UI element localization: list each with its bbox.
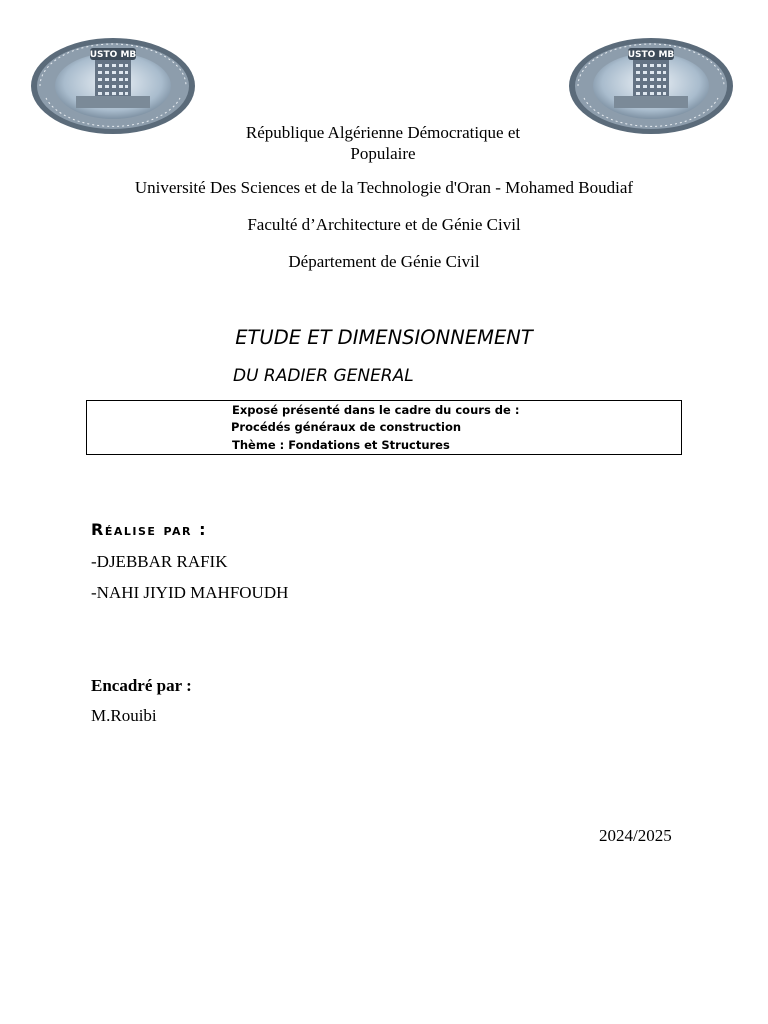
document-title-line-2: DU RADIER GENERAL: [233, 366, 414, 386]
department-name: Département de Génie Civil: [288, 252, 480, 271]
university-name: Université Des Sciences et de la Technologie d'Oran - Mohamed Boudiaf: [134, 178, 634, 197]
expose-info-box: [86, 400, 682, 455]
expose-course-name: Procédés généraux de construction: [231, 420, 462, 434]
author-name: -DJEBBAR RAFIK: [91, 552, 228, 571]
svg-text:USTO MB: USTO MB: [627, 50, 675, 60]
authors-label: Réalise par :: [91, 520, 207, 539]
supervisor-label: Encadré par :: [91, 676, 192, 695]
academic-year: 2024/2025: [599, 826, 672, 845]
expose-theme: Thème : Fondations et Structures: [232, 438, 450, 452]
faculty-name: Faculté d’Architecture et de Génie Civil: [247, 215, 521, 234]
author-name: -NAHI JIYID MAHFOUDH: [91, 583, 289, 602]
svg-text:USTO MB: USTO MB: [89, 50, 137, 60]
republic-heading: [200, 122, 566, 164]
supervisor-name: M.Rouibi: [91, 706, 157, 725]
university-logo-left: [28, 36, 198, 136]
republic-line-1: République Algérienne Démocratique et: [245, 123, 521, 142]
republic-line-2: Populaire: [350, 144, 416, 163]
document-title-line-1: ETUDE ET DIMENSIONNEMENT: [235, 326, 533, 349]
university-logo-right: [566, 36, 736, 136]
expose-course-intro: Exposé présenté dans le cadre du cours de :: [232, 403, 520, 417]
